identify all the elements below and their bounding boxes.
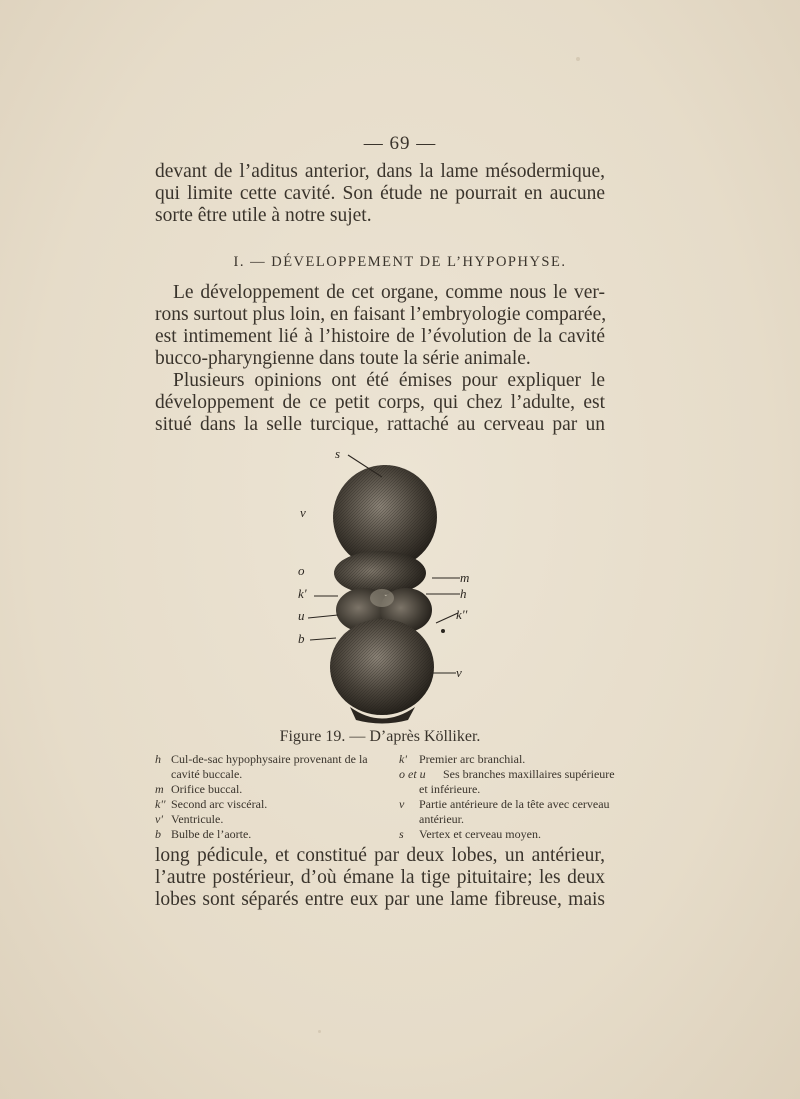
text-line: lobes sont séparés entre eux par une lame fibreuse, mais	[155, 889, 605, 910]
legend-text: cavité buccale.	[171, 767, 243, 781]
paper-speck	[318, 1030, 321, 1033]
figure-label-b: b	[298, 631, 305, 646]
legend-key: m	[155, 782, 164, 796]
legend-column-right	[399, 752, 619, 842]
legend-key: v'	[155, 812, 163, 826]
legend-entry	[399, 827, 619, 842]
text-line: bucco-pharyngienne dans toute la série animale.	[155, 348, 531, 369]
text-line: Le développement de cet organe, comme nous le ver-	[173, 282, 605, 303]
figure-label-v-heart: v	[456, 665, 462, 680]
legend-text: Partie antérieure de la tête avec cerveau	[419, 797, 610, 811]
text-line: rons surtout plus loin, en faisant l’embryologie comparée,	[155, 304, 607, 325]
figure-label-o: o	[298, 563, 305, 578]
text-line: devant de l’aditus anterior, dans la lame mésodermique,	[155, 161, 605, 182]
legend-key: k''	[155, 797, 166, 811]
legend-key: o et u	[399, 767, 426, 781]
text-line: l’autre postérieur, d’où émane la tige pituitaire; les deux	[155, 867, 605, 888]
paragraph-continuation	[155, 845, 605, 911]
legend-entry	[399, 752, 619, 767]
legend-key: s	[399, 827, 404, 841]
legend-key: h	[155, 752, 161, 766]
text-line: développement de ce petit corps, qui chez l’adulte, est	[155, 392, 605, 413]
legend-key: k'	[399, 752, 407, 766]
legend-text: Premier arc branchial.	[419, 752, 526, 766]
legend-entry	[155, 812, 395, 827]
legend-entry-continuation	[399, 812, 619, 827]
legend-text: et inférieure.	[419, 782, 481, 796]
legend-text: Second arc viscéral.	[171, 797, 268, 811]
legend-entry-continuation	[399, 782, 619, 797]
legend-entry	[155, 782, 395, 797]
text-line: sorte être utile à notre sujet.	[155, 205, 372, 226]
legend-entry	[399, 797, 619, 812]
figure-label-u: u	[298, 608, 305, 623]
figure-label-h: h	[460, 586, 467, 601]
legend-text: Bulbe de l’aorte.	[171, 827, 252, 841]
legend-text: Vertex et cerveau moyen.	[419, 827, 541, 841]
legend-entry	[155, 752, 395, 767]
figure-label-s: s	[335, 446, 341, 461]
legend-key: b	[155, 827, 161, 841]
legend-entry-continuation	[155, 767, 395, 782]
legend-entry	[155, 797, 395, 812]
text-line: long pédicule, et constitué par deux lobes, un antérieur,	[155, 845, 605, 866]
text-line: qui limite cette cavité. Son étude ne pourrait en aucune	[155, 183, 605, 204]
paragraph-intro	[155, 161, 605, 227]
figure-label-k-second: k''	[456, 607, 468, 622]
legend-entry	[399, 767, 619, 782]
legend-entry	[155, 827, 395, 842]
legend-text: Ventricule.	[171, 812, 224, 826]
legend-text: Cul-de-sac hypophysaire provenant de la	[171, 752, 368, 766]
text-line: situé dans la selle turcique, rattaché au cerveau par un	[155, 414, 605, 435]
page-number: — 69 —	[363, 133, 437, 154]
text-line: est intimement lié à l’histoire de l’évolution de la cavité	[155, 326, 605, 347]
buccal-opening	[370, 589, 394, 607]
paper-speck	[576, 57, 580, 61]
legend-text: Ses branches maxillaires supérieure	[443, 767, 615, 781]
figure-label-v: v	[300, 505, 306, 520]
legend-text: Orifice buccal.	[171, 782, 243, 796]
figure-label-m: m	[460, 570, 470, 585]
text-line: Plusieurs opinions ont été émises pour expliquer le	[173, 370, 605, 391]
figure-label-k-prime: k'	[298, 586, 307, 601]
legend-key: v	[399, 797, 405, 811]
embryo-engraving	[290, 445, 480, 725]
legend-text: antérieur.	[419, 812, 464, 826]
legend-column-left	[155, 752, 395, 842]
embryo-illustration	[290, 445, 480, 725]
section-heading: I. — DÉVELOPPEMENT DE L’HYPOPHYSE.	[233, 254, 567, 270]
figure-caption: Figure 19. — D’après Kölliker.	[279, 728, 481, 745]
paragraph-development	[155, 282, 605, 436]
